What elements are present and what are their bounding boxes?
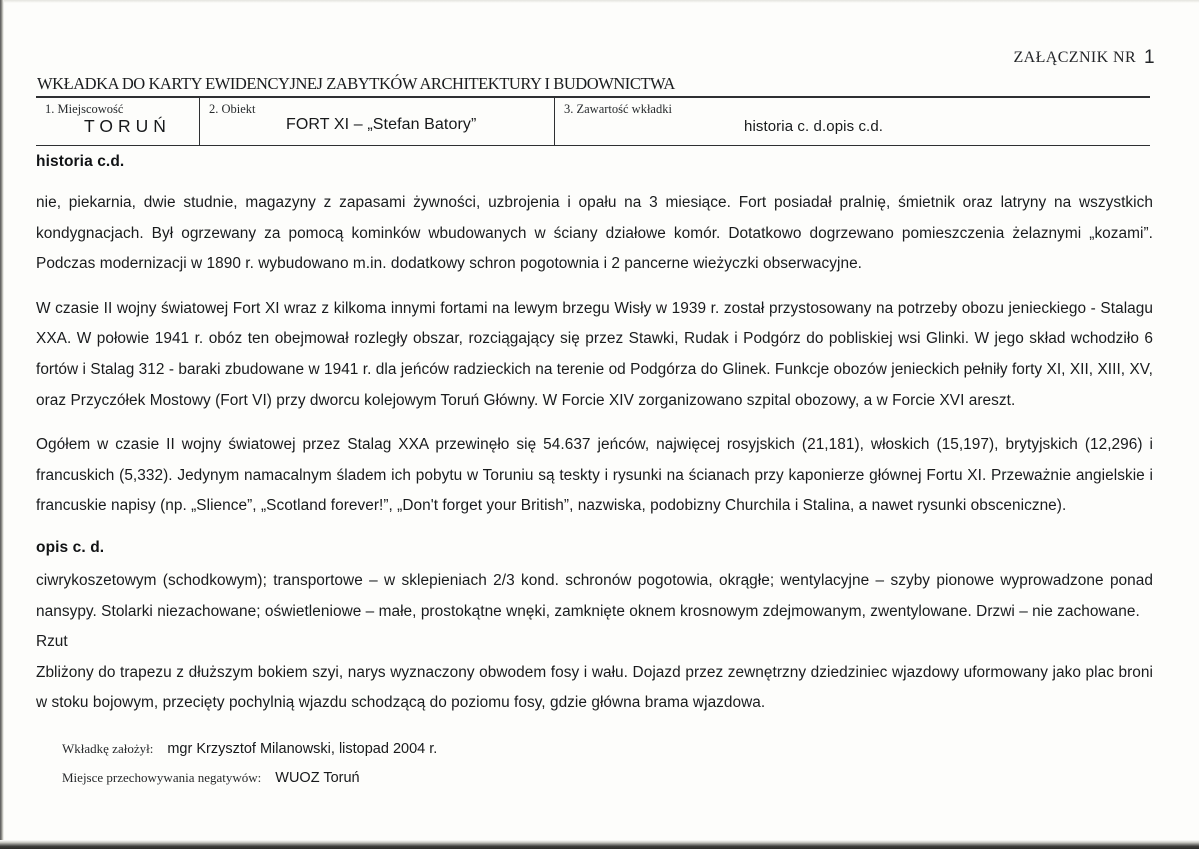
cell-value-locality: TORUŃ [84, 116, 171, 136]
history-paragraph-1: nie, piekarnia, dwie studnie, magazyny z zapasami żywności, uzbrojenia i opału na 3 miesiące. Fort posiadał pralnię, śmietnik oraz latryny na wszystkich kondygnacjach. Był ogrzewany za pomocą kominków wbudowanych w ściany działowe komór. Dotatkowo dogrzewano pomieszczenia żelaznymi „kozami”. Podczas modernizacji w 1890 r. wybudowano m.in. dodatkowy schron pogotownia i 2 pancerne wieżyczki obserwacyjne. [36, 194, 1153, 273]
scan-edge-left [0, 0, 4, 849]
footer-value-author: mgr Krzysztof Milanowski, listopad 2004 r. [167, 741, 438, 757]
scan-edge-bottom [0, 840, 1199, 849]
history-paragraph-2: W czasie II wojny światowej Fort XI wraz z kilkoma innymi fortami na lewym brzegu Wisły w 1939 r. został przystosowany na potrzeby obozu jenieckiego - Stalagu XXA. W połowie 1941 r. obóz ten obejmował rozległy obszar, rozciągający się przez Stawki, Rudak i Podgórz do pobliskiej wsi Glinki. W jego skład wchodziło 6 fortów i Stalag 312 - baraki zbudowane w 1941 r. dla jeńców radzieckich na terenie od Podgórza do Glinek. Funkcje obozów jenieckich pełniły forty XI, XII, XIII, XV, oraz Przyczółek Mostowy (Fort VI) przy dworcu kolejowym Toruń Główny. W Forcie XIV zorganizowano szpital obozowy, a w Forcie XVI areszt. [36, 299, 1153, 409]
section-heading-history: historia c.d. [36, 153, 125, 170]
annex-label-text: ZAŁĄCZNIK NR [1013, 49, 1137, 66]
annex-label [1013, 47, 1155, 69]
page-title: WKŁADKA DO KARTY EWIDENCYJNEJ ZABYTKÓW ARCHITEKTURY I BUDOWNICTWA [37, 74, 675, 93]
description-subheading: Rzut [36, 633, 68, 651]
history-paragraph-3: Ogółem w czasie II wojny światowej przez Stalag XXA przewinęło się 54.637 jeńców, najwięcej rosyjskich (21,181), włoskich (15,197), brytyjskich (12,296) i francuskich (5,332). Jedynym namacalnym śladem ich pobytu w Toruniu są teskty i rysunki na ścianach przy kaponierze głównej Fortu XI. Przeważnie angielskie i francuskie napisy (np. „Slience”, „Scotland forever!”, „Don't forget your British”, nazwiska, podobizny Churchila i Stalina, a nawet rysunki obsceniczne). [36, 436, 1153, 515]
identification-table [36, 98, 1150, 145]
footer-row-author [62, 741, 962, 757]
table-cell-content [554, 98, 1150, 145]
paper-surface [5, 3, 1193, 841]
footer-label-author: Wkładkę założył: [62, 741, 154, 756]
table-bottom-rule [36, 145, 1150, 146]
cell-label-object: 2. Obiekt [209, 102, 256, 116]
section-heading-description: opis c. d. [36, 538, 105, 556]
document-footer [62, 741, 962, 799]
cell-label-locality: 1. Miejscowość [45, 102, 124, 116]
document-body [36, 153, 1153, 719]
cell-value-content: historia c. d.opis c.d. [744, 118, 884, 135]
table-cell-locality [36, 98, 199, 145]
table-cell-object [199, 98, 554, 145]
footer-row-negatives [62, 770, 962, 786]
description-subparagraph: Zbliżony do trapezu z dłuższym bokiem szyi, narys wyznaczony obwodem fosy i wału. Dojazd przez zewnętrzny dziedziniec wjazdowy uformowany jako plac broni w stoku bojowym, przecięty pochylnią wjazdu schodzącą do poziomu fosy, gdzie główna brama wjazdowa. [36, 663, 1153, 712]
footer-value-negatives: WUOZ Toruń [275, 770, 360, 786]
footer-label-negatives: Miejsce przechowywania negatywów: [62, 770, 262, 785]
cell-label-content: 3. Zawartość wkładki [564, 102, 672, 116]
description-paragraph: ciwrykoszetowym (schodkowym); transportowe – w sklepieniach 2/3 kond. schronów pogotowia, okrągłe; wentylacyjne – szyby pionowe wyprowadzone ponad nansypy. Stolarki niezachowane; oświetleniowe – małe, prostokątne wnęki, zamknięte oknem krosnowym zdejmowanym, zwentylowane. Drzwi – nie zachowane. [36, 571, 1153, 620]
annex-number: 1 [1144, 47, 1155, 68]
cell-value-object: FORT XI – „Stefan Batory” [286, 116, 477, 133]
